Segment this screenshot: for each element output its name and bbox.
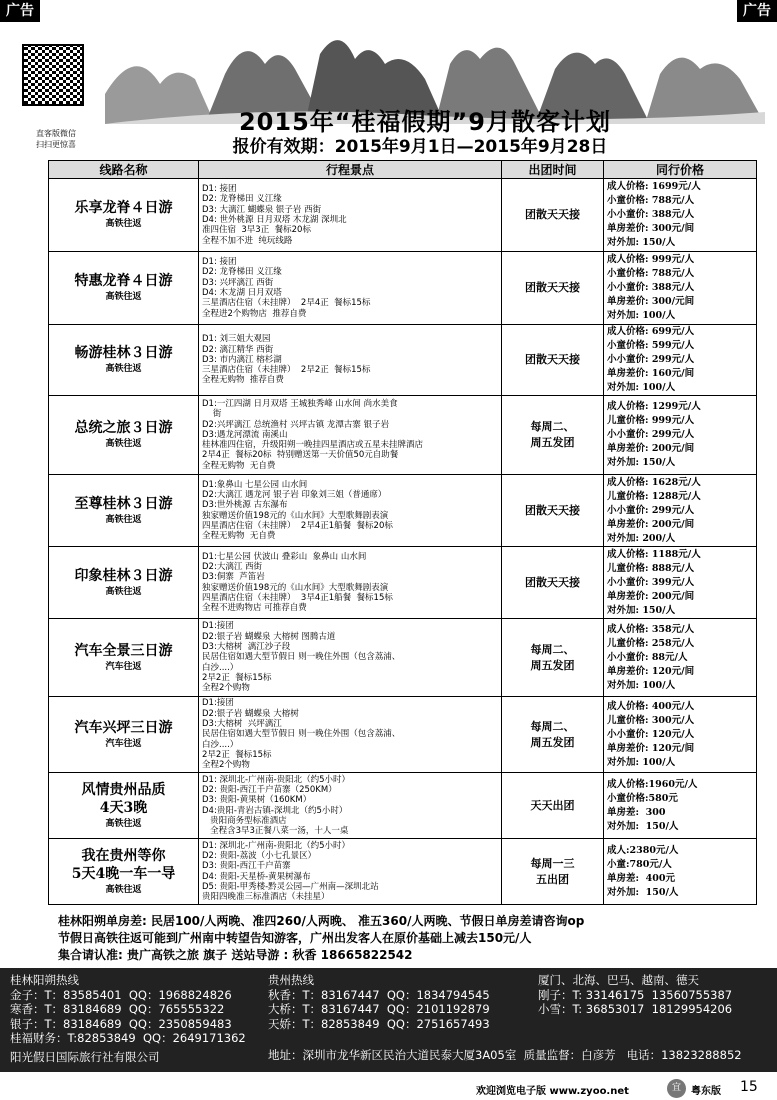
other-routes-hotline: 厦门、北海、巴马、越南、德天 刚子：T: 33146175 13560755387 小雪：T: 36853017 18129954206 <box>538 973 733 1016</box>
table-row <box>49 179 757 252</box>
table-row <box>49 619 757 697</box>
table-row <box>49 325 757 396</box>
col-header-departure: 出团时间 <box>502 161 604 179</box>
route-name: 风情贵州品质 4天3晚 <box>81 781 166 816</box>
route-transport: 高铁往返 <box>105 439 142 449</box>
ad-label-right: 广告 <box>737 0 777 22</box>
route-name: 畅游桂林３日游 <box>74 345 173 361</box>
route-name: 特惠龙脊４日游 <box>74 273 173 289</box>
table-row <box>49 475 757 547</box>
route-name: 我在贵州等你 5天4晚一车一导 <box>71 847 176 882</box>
route-departure: 天天出团 <box>502 773 604 839</box>
guilin-hotline: 桂林阳朔热线 金子：T：83585401 QQ：1968824826 寒香：T：83184689 QQ：765555322 银子：T：83184689 QQ：2350859483 桂福财务：T:82853849 QQ：2649171362 <box>10 973 246 1045</box>
qr-caption: 直客版微信 扫扫更惊喜 <box>36 129 76 149</box>
edition-label: 粤东版 <box>691 1086 721 1097</box>
route-prices: 成人:2380元/人 小童:780元/人 单房差: 400元 对外加: 150/人 <box>604 839 757 905</box>
route-prices: 成人价格: 358元/人 儿童价格: 258元/人 小小童价: 88元/人 单房差价: 120元/间 对外加: 100/人 <box>604 619 757 697</box>
route-transport: 高铁往返 <box>105 364 142 374</box>
route-prices: 成人价格: 400元/人 儿童价格: 300元/人 小小童价: 120元/人 单房差价: 120元/间 对外加: 100/人 <box>604 697 757 773</box>
route-itinerary: D1: 刘三姐大观园 D2: 漓江精华 西街 D3: 市内漓江 榕杉湖 三星酒店住宿（未挂牌） 2早2正 餐标15标 全程无购物 推荐自费 <box>199 325 502 396</box>
page-number: 15 <box>740 1079 758 1095</box>
bottom-bar <box>0 1077 777 1100</box>
route-transport: 高铁往返 <box>105 292 142 302</box>
table-row <box>49 839 757 905</box>
route-prices: 成人价格: 1299元/人 儿童价格: 999元/人 小小童价: 299元/人 单房差价: 200元/间 对外加: 150/人 <box>604 396 757 475</box>
route-name: 乐享龙脊４日游 <box>74 200 173 216</box>
company-name: 阳光假日国际旅行社有限公司 <box>10 1050 160 1064</box>
route-name: 印象桂林３日游 <box>74 567 173 584</box>
route-departure: 团散天天接 <box>502 252 604 325</box>
route-itinerary: D1: 接团 D2: 龙脊梯田 义江缘 D3: 兴坪漓江 西街 D4: 木龙湖 日月双塔 三星酒店住宿（未挂牌） 2早4正 餐标15标 全程进2个购物店 推荐自费 <box>199 252 502 325</box>
page-title: 2015年“桂福假期”9月散客计划 <box>238 108 612 136</box>
route-itinerary: D1:接团 D2:银子岩 蝴蝶泉 大榕树 图腾古道 D3:大榕树 漓江沙子段 民居住宿如遇大型节假日 则一晚住外围（包含荔浦、 白沙....） 2早2正 餐标15标 全程2个购物 <box>199 619 502 697</box>
route-itinerary: D1:一江四湖 日月双塔 王城独秀峰 山水间 尚水美食 街 D2:兴坪漓江 总统渔村 兴坪古镇 龙潭古寨 银子岩 D3:遇龙河漂流 南溪山 桂林准四住宿，升级阳朔一晚挂四星酒店或五星未挂牌酒店 2早4正 餐标20标 特别赠送第一天价值50元自助餐 全程无购物 无自费 <box>199 396 502 475</box>
table-row <box>49 697 757 773</box>
price-validity: 报价有效期：2015年9月1日—2015年9月28日 <box>232 137 608 157</box>
route-departure: 每周一三 五出团 <box>502 839 604 905</box>
routes-table <box>48 160 757 905</box>
route-itinerary: D1:七星公园 伏波山 叠彩山 象鼻山 山水间 D2:大漓江 西街 D3:侗寨 芦笛岩 独家赠送价值198元的《山水间》大型歌舞剧表演 四星酒店住宿（未挂牌） 3早4正1船餐 餐标15标 全程不进购物店 可推荐自费 <box>199 547 502 619</box>
table-header-row <box>49 161 757 179</box>
route-itinerary: D1:象鼻山 七星公园 山水间 D2:大漓江 遇龙河 银子岩 印象刘三姐（普通席） D3:世外桃源 古东瀑布 独家赠送价值198元的《山水间》大型歌舞剧表演 四星酒店住宿（未挂牌） 2早4正1船餐 餐标20标 全程无购物 无自费 <box>199 475 502 547</box>
route-itinerary: D1: 接团 D2: 龙脊梯田 义江缘 D3: 大漓江 蝴蝶泉 银子岩 西街 D4: 世外桃源 日月双塔 木龙湖 深圳北 准四住宿 3早3正 餐标20标 全程不加不进 纯玩线路 <box>199 179 502 252</box>
ad-label-left: 广告 <box>0 0 40 22</box>
website-link[interactable]: 欢迎浏览电子版 www.zyoo.net <box>476 1086 629 1097</box>
route-departure: 团散天天接 <box>502 475 604 547</box>
note-room-surcharge: 桂林阳朔单房差: 民居100/人两晚、准四260/人两晚、 准五360/人两晚、节假日单房差请咨询op <box>58 914 585 928</box>
notes-section <box>58 913 768 964</box>
route-name: 至尊桂林３日游 <box>74 495 173 512</box>
qr-code[interactable] <box>22 44 84 106</box>
table-row <box>49 773 757 839</box>
route-itinerary: D1: 深圳北-广州南-贵阳北（约5小时） D2: 贵阳-西江千户苗寨（250KM） D3: 贵阳-黄果树（160KM） D4:贵阳-青岩古镇-深圳北（约5小时） 贵阳商务型标准酒店 全程含3早3正餐八菜一汤，十人一桌 <box>199 773 502 839</box>
route-departure: 每周二、 周五发团 <box>502 697 604 773</box>
guizhou-hotline: 贵州热线 秋香：T：83167447 QQ：1834794545 大桥：T：83167447 QQ：2101192879 天娇：T：82853849 QQ：2751657493 <box>268 973 490 1031</box>
note-holiday-transfer: 节假日高铁往返可能到广州南中转望告知游客，广州出发客人在原价基础上减去150元/人 <box>58 931 532 945</box>
route-prices: 成人价格:1960元/人 小童价格:580元 单房差: 300 对外加: 150/人 <box>604 773 757 839</box>
route-name: 汽车全景三日游 <box>74 642 173 659</box>
company-address: 地址：深圳市龙华新区民治大道民泰大厦3A05室 质量监督：白彦芳 电话：13823288852 <box>268 1048 742 1062</box>
route-prices: 成人价格: 1699元/人 小童价格: 788元/人 小小童价: 388元/人 单房差价: 300元/间 对外加: 150/人 <box>604 179 757 252</box>
route-itinerary: D1:接团 D2:银子岩 蝴蝶泉 大榕树 D3:大榕树 兴坪漓江 民居住宿如遇大型节假日 则一晚住外围（包含荔浦、 白沙....） 2早2正 餐标15标 全程2个购物 <box>199 697 502 773</box>
route-name: 汽车兴坪三日游 <box>74 719 173 736</box>
route-transport: 汽车往返 <box>105 738 142 749</box>
col-header-route: 线路名称 <box>49 161 199 179</box>
note-meeting-point: 集合请认准: 贵广高铁之旅 旗子 送站导游 : 秋香 18665822542 <box>58 948 413 962</box>
route-prices: 成人价格: 1628元/人 儿童价格: 1288元/人 小小童价: 299元/人 单房差价: 200元/间 对外加: 200/人 <box>604 475 757 547</box>
route-transport: 汽车往返 <box>105 661 142 672</box>
route-transport: 高铁往返 <box>105 884 142 895</box>
route-departure: 每周二、 周五发团 <box>502 396 604 475</box>
route-departure: 团散天天接 <box>502 547 604 619</box>
route-prices: 成人价格: 999元/人 小童价格: 788元/人 小小童价: 388元/人 单房差价: 300/元间 对外加: 100/人 <box>604 252 757 325</box>
route-transport: 高铁往返 <box>105 219 142 229</box>
table-row <box>49 396 757 475</box>
route-name: 总统之旅３日游 <box>74 420 173 436</box>
header <box>10 24 767 160</box>
route-itinerary: D1: 深圳北-广州南-贵阳北（约5小时） D2: 贵阳-荔波（小七孔景区） D3: 贵阳-西江千户苗寨 D4: 贵阳-天星桥-黄果树瀑布 D5: 贵阳-甲秀楼-黔灵公园—广州南—深圳北站 贵阳四晚准三标准酒店（未挂星） <box>199 839 502 905</box>
publisher-logo-icon: 宜 <box>667 1079 686 1098</box>
route-transport: 高铁往返 <box>105 818 142 829</box>
table-row <box>49 252 757 325</box>
table-row <box>49 547 757 619</box>
route-departure: 每周二、 周五发团 <box>502 619 604 697</box>
route-transport: 高铁往返 <box>105 514 142 525</box>
route-prices: 成人价格: 699元/人 小童价格: 599元/人 小小童价: 299元/人 单房差价: 160元/间 对外加: 100/人 <box>604 325 757 396</box>
route-transport: 高铁往返 <box>105 586 142 597</box>
col-header-price: 同行价格 <box>604 161 757 179</box>
contact-footer <box>0 968 777 1072</box>
route-departure: 团散天天接 <box>502 179 604 252</box>
route-departure: 团散天天接 <box>502 325 604 396</box>
col-header-itinerary: 行程景点 <box>199 161 502 179</box>
route-prices: 成人价格: 1188元/人 儿童价格: 888元/人 小小童价: 399元/人 单房差价: 200元/间 对外加: 150/人 <box>604 547 757 619</box>
